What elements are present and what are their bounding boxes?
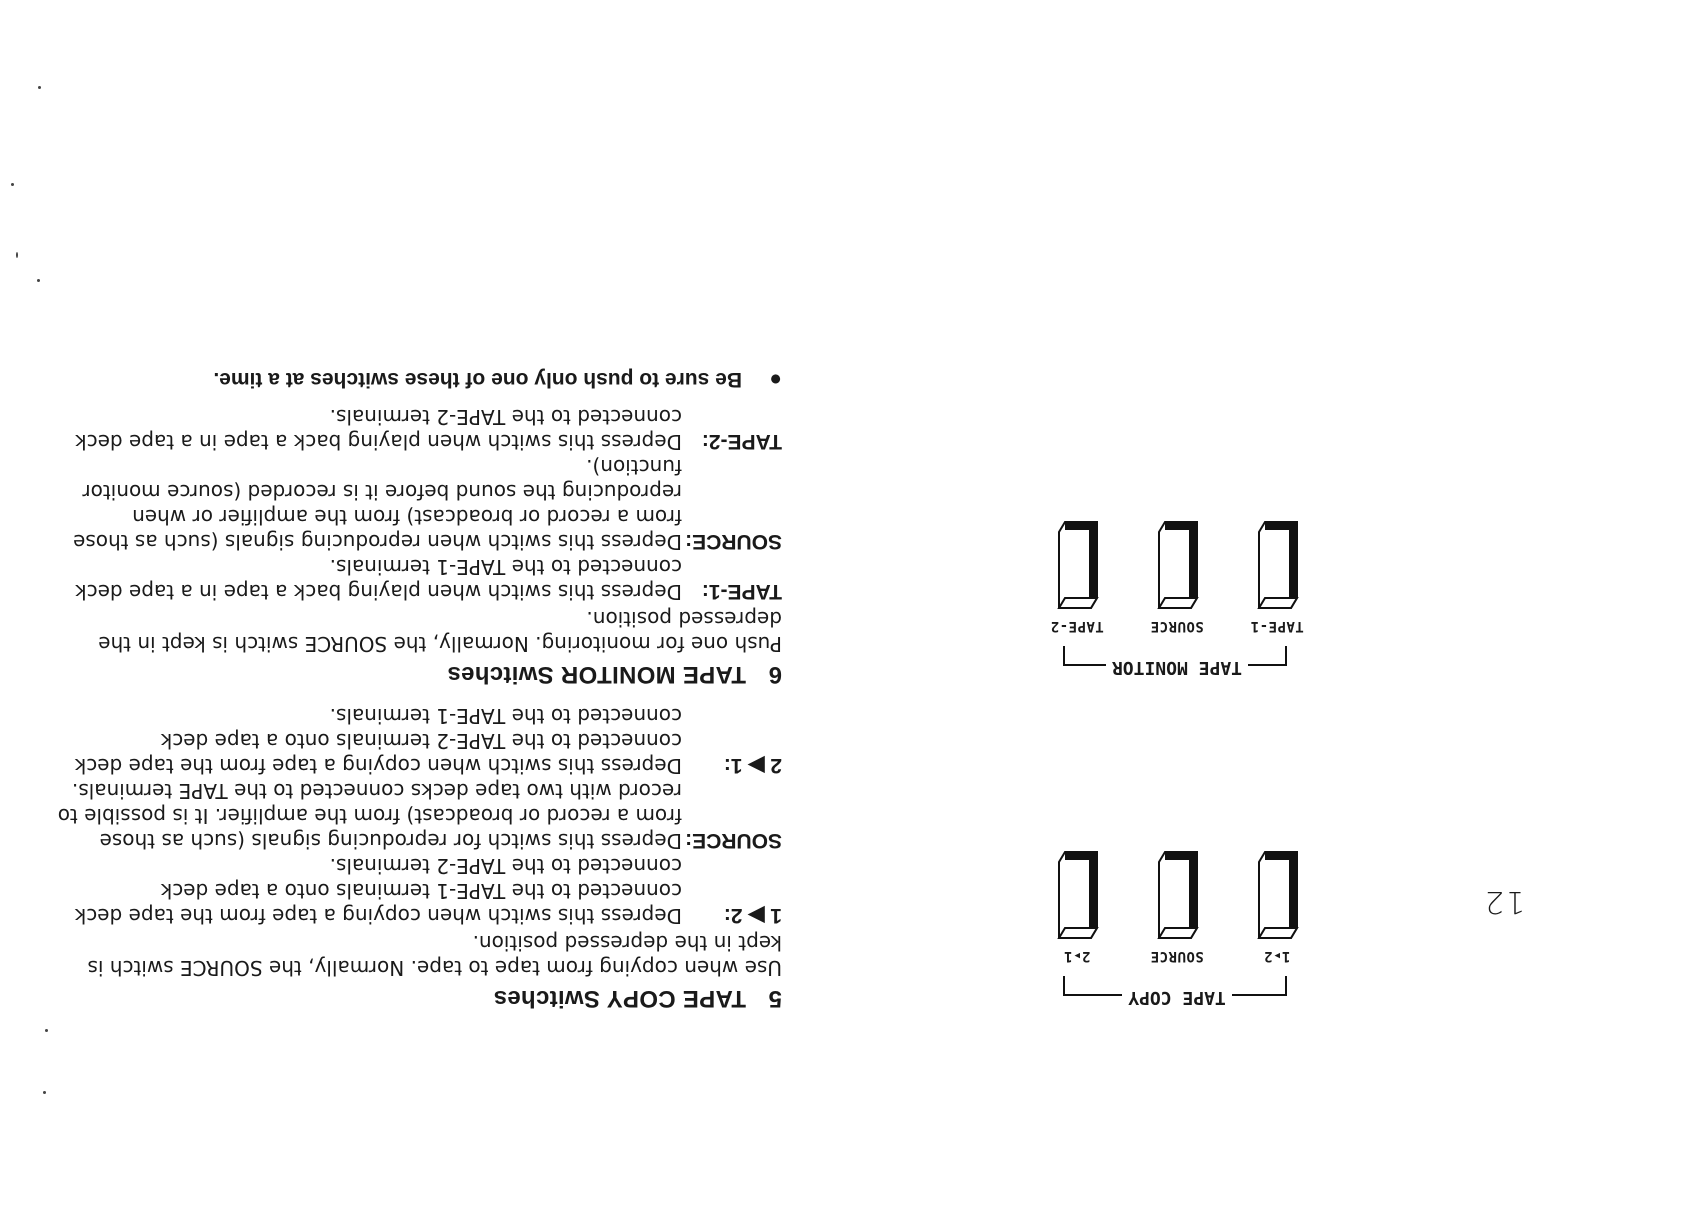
entry-description: Depress this switch when playing back a tape in a tape deck connected to the TAPE-1 terminals. [75, 555, 682, 604]
switch-tape-2 [1037, 520, 1117, 636]
switch-copy-source [1137, 850, 1217, 966]
switch-2-to-1 [1037, 850, 1117, 966]
switch-label: TAPE-1 [1250, 618, 1304, 634]
entry-description: Depress this switch when reproducing signals (such as those from a record or broadcast) from the amplifier or when reproducing the sound before it is recorded (source monitor function). [73, 455, 682, 554]
switch-1-to-2 [1237, 850, 1317, 966]
entry-term: SOURCE: [685, 530, 782, 553]
entry-description: Depress this switch when copying a tape from the tape deck connected to the TAPE-2 terminals onto a tape deck connected to the TAPE-1 terminals. [74, 704, 682, 778]
switch-label: SOURCE [1150, 948, 1204, 964]
section-title [52, 986, 782, 1011]
push-switch-icon [1155, 520, 1199, 610]
bullet-icon: ● [769, 368, 782, 391]
entry-1-to-2 [52, 853, 782, 928]
entry-description: Depress this switch when playing back a tape in a tape deck connected to the TAPE-2 terminals. [75, 405, 682, 454]
push-switch-icon [1255, 850, 1299, 940]
tape-copy-title: TAPE COPY [1122, 987, 1232, 1008]
section-intro: Push one for monitoring. Normally, the SOURCE switch is kept in the depressed position. [98, 607, 782, 656]
entry-term: 2 ▶ 1: [723, 754, 782, 777]
entry-source [52, 454, 782, 554]
entry-term: TAPE-1: [701, 580, 782, 603]
entry-term: 1 ▶ 2: [723, 904, 782, 927]
switch-label: TAPE-2 [1050, 618, 1104, 634]
section-heading: TAPE COPY Switches [493, 985, 746, 1012]
section-heading: TAPE MONITOR Switches [447, 661, 746, 688]
switch-label: 2▸1 [1063, 948, 1091, 964]
page-number: 12 [1482, 884, 1525, 919]
speck [16, 252, 18, 258]
speck [37, 279, 40, 282]
speck [45, 1029, 48, 1032]
speck [43, 1091, 46, 1094]
switch-label: SOURCE [1150, 618, 1204, 634]
instructions-column [52, 367, 782, 1011]
section-title [52, 662, 782, 687]
switch-monitor-source [1137, 520, 1217, 636]
entry-description: Depress this switch when copying a tape from the tape deck connected to the TAPE-1 terminals onto a tape deck connected to the TAPE-2 terminals. [74, 854, 682, 928]
entry-tape-2 [52, 404, 782, 454]
switch-tape-1 [1237, 520, 1317, 636]
switch-label: 1▸2 [1263, 948, 1291, 964]
caution-text: Be sure to push only one of these switches at a time. [213, 368, 742, 391]
speck [38, 86, 41, 89]
caution-note [52, 367, 782, 392]
section-tape-monitor [52, 404, 782, 687]
section-intro: Use when copying from tape to tape. Normally, the SOURCE switch is kept in the depressed position. [87, 931, 782, 980]
tape-copy-diagram [1017, 796, 1317, 1008]
tape-monitor-diagram [1017, 466, 1317, 678]
entry-description: Depress this switch for reproducing signals (such as those from a record or broadcast) from the amplifier. It is possible to record with two tape decks connected to the TAPE terminals. [57, 779, 682, 853]
push-switch-icon [1055, 520, 1099, 610]
speck [11, 183, 14, 186]
push-switch-icon [1255, 520, 1299, 610]
entry-source [52, 778, 782, 853]
push-switch-icon [1155, 850, 1199, 940]
section-tape-copy [52, 703, 782, 1011]
entry-tape-1 [52, 554, 782, 604]
push-switch-icon [1055, 850, 1099, 940]
tape-monitor-title: TAPE MONITOR [1106, 657, 1248, 678]
entry-term: TAPE-2: [701, 430, 782, 453]
entry-2-to-1 [52, 703, 782, 778]
section-number: 5 [768, 985, 782, 1012]
entry-term: SOURCE: [685, 829, 782, 852]
section-number: 6 [768, 661, 782, 688]
